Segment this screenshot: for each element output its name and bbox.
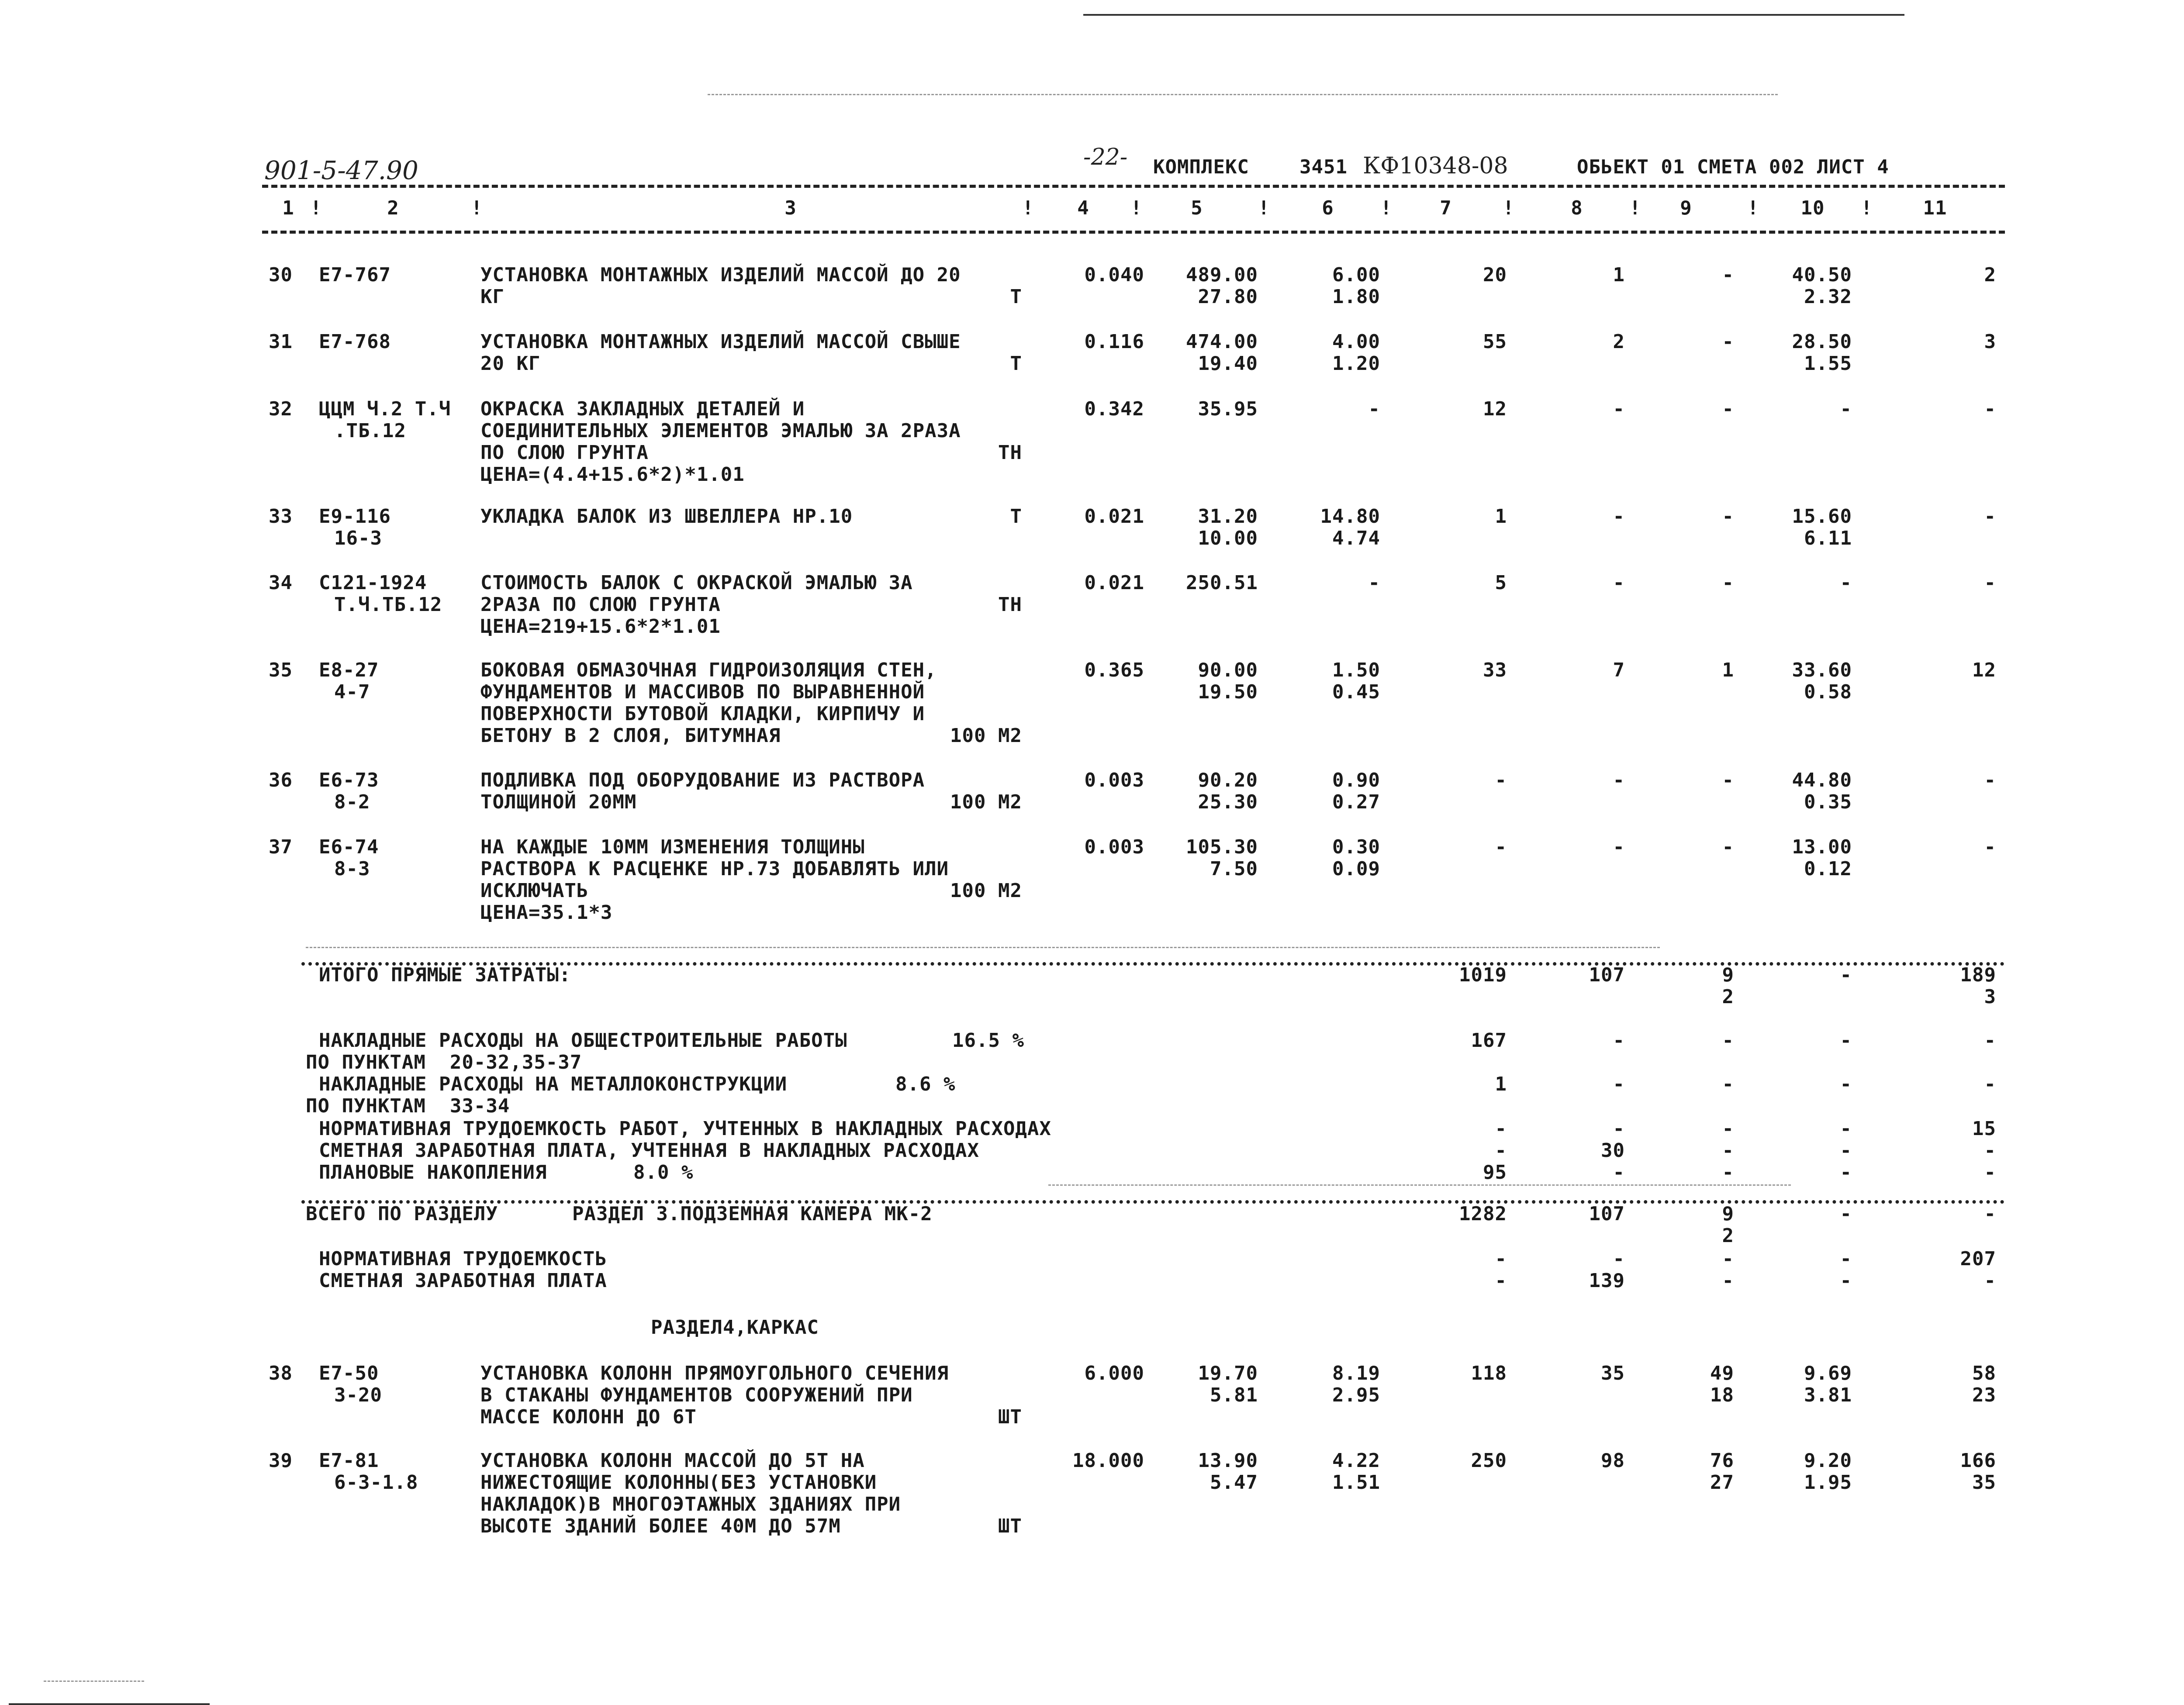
scan-line-mid1 (306, 947, 1660, 948)
col10-value: 1.95 (1804, 1471, 1852, 1494)
row-number: 35 (269, 659, 293, 681)
col5-value: 19.70 (1198, 1362, 1258, 1384)
row-code: Е8-27 (319, 659, 379, 681)
col9-value: - (1722, 264, 1734, 286)
col9-value: - (1722, 398, 1734, 420)
row-unit: ТН (998, 442, 1022, 464)
nakl1-col8: - (1613, 1029, 1625, 1052)
col-number: 7 (1440, 197, 1452, 219)
nakl2-label: НАКЛАДНЫЕ РАСХОДЫ НА МЕТАЛЛОКОНСТРУКЦИИ (319, 1073, 788, 1095)
col-separator: ! (471, 197, 483, 219)
col-number: 5 (1191, 197, 1203, 219)
row-code: Е7-768 (319, 331, 391, 353)
col5-value: 19.40 (1198, 352, 1258, 375)
col10-value: 0.35 (1804, 791, 1852, 813)
row-number: 34 (269, 572, 293, 594)
col10-value: 0.58 (1804, 681, 1852, 703)
norm-col9: - (1722, 1118, 1734, 1140)
col-separator: ! (1747, 197, 1759, 219)
row-description: 2РАЗА ПО СЛОЮ ГРУНТА (480, 594, 721, 616)
scan-line-top (708, 94, 1778, 95)
col8-value: - (1613, 505, 1625, 528)
col5-value: 35.95 (1198, 398, 1258, 420)
vnorm-col11: 207 (1960, 1248, 1996, 1270)
vzarp-label: СМЕТНАЯ ЗАРАБОТНАЯ ПЛАТА (319, 1270, 607, 1292)
row-number: 31 (269, 331, 293, 353)
row-description: НИЖЕСТОЯЩИЕ КОЛОННЫ(БЕЗ УСТАНОВКИ (480, 1471, 877, 1494)
row-code: Е6-74 (319, 836, 379, 858)
row-code: 6-3-1.8 (334, 1471, 418, 1494)
nakl1-col11: - (1984, 1029, 1996, 1052)
zarp-col11: - (1984, 1139, 1996, 1162)
header-rule-top (262, 185, 2005, 188)
row-code: Е7-767 (319, 264, 391, 286)
col8-value: 2 (1613, 331, 1625, 353)
col5-value: 90.00 (1198, 659, 1258, 681)
row-description: 20 КГ (480, 352, 541, 375)
row-code: Е7-50 (319, 1362, 379, 1384)
vnorm-col10: - (1840, 1248, 1852, 1270)
col6-value: 0.90 (1332, 769, 1380, 791)
col7-value: 118 (1471, 1362, 1507, 1384)
row-description: УСТАНОВКА КОЛОНН МАССОЙ ДО 5Т НА (480, 1450, 865, 1472)
col5-value: 31.20 (1198, 505, 1258, 528)
row-unit: 100 М2 (950, 791, 1022, 813)
vnorm-label: НОРМАТИВНАЯ ТРУДОЕМКОСТЬ (319, 1248, 607, 1270)
row-unit: ТН (998, 594, 1022, 616)
col11-value: - (1984, 505, 1996, 528)
col10-value: 40.50 (1792, 264, 1852, 286)
col-separator: ! (1629, 197, 1641, 219)
row-code: Е6-73 (319, 769, 379, 791)
col11-value: 23 (1972, 1384, 1996, 1406)
col10-value: 2.32 (1804, 286, 1852, 308)
col5-value: 13.90 (1198, 1450, 1258, 1472)
row-description: УСТАНОВКА МОНТАЖНЫХ ИЗДЕЛИЙ МАССОЙ СВЫШЕ (480, 331, 961, 353)
row-code: Е9-116 (319, 505, 391, 528)
col9-value: 27 (1710, 1471, 1734, 1494)
page-number: -22- (1083, 144, 1128, 170)
col7-value: 5 (1495, 572, 1507, 594)
col10-value: 3.81 (1804, 1384, 1852, 1406)
col11-value: 12 (1972, 659, 1996, 681)
vsego-col9: 9 (1722, 1203, 1734, 1225)
nakl1-col9: - (1722, 1029, 1734, 1052)
row-description: КГ (480, 286, 505, 308)
col5-value: 250.51 (1186, 572, 1258, 594)
col11-value: - (1984, 836, 1996, 858)
row-code: ЦЦМ Ч.2 Т.Ч (319, 398, 451, 420)
col4-value: 0.021 (1084, 572, 1144, 594)
col4-value: 0.342 (1084, 398, 1144, 420)
row-description: УСТАНОВКА КОЛОНН ПРЯМОУГОЛЬНОГО СЕЧЕНИЯ (480, 1362, 949, 1384)
col10-value: - (1840, 572, 1852, 594)
zarp-col9: - (1722, 1139, 1734, 1162)
plan-col9: - (1722, 1161, 1734, 1184)
plan-col11: - (1984, 1161, 1996, 1184)
section4-title: РАЗДЕЛ4,КАРКАС (651, 1316, 819, 1339)
col11-value: - (1984, 398, 1996, 420)
col6-value: 1.20 (1332, 352, 1380, 375)
norm-label: НОРМАТИВНАЯ ТРУДОЕМКОСТЬ РАБОТ, УЧТЕННЫХ В НАКЛАДНЫХ РАСХОДАХ (319, 1118, 1051, 1140)
zarp-col7: - (1495, 1139, 1507, 1162)
col8-value: 7 (1613, 659, 1625, 681)
complex-code: 3451 (1299, 156, 1348, 178)
col6-value: 1.80 (1332, 286, 1380, 308)
col-number: 6 (1322, 197, 1334, 219)
row-number: 36 (269, 769, 293, 791)
row-description: СОЕДИНИТЕЛЬНЫХ ЭЛЕМЕНТОВ ЭМАЛЬЮ ЗА 2РАЗА (480, 420, 961, 442)
bottom-fragment (44, 1681, 144, 1682)
nakl2-points: ПО ПУНКТАМ 33-34 (306, 1095, 510, 1117)
col8-value: - (1613, 398, 1625, 420)
col10-value: 15.60 (1792, 505, 1852, 528)
row-description: РАСТВОРА К РАСЦЕНКЕ НР.73 ДОБАВЛЯТЬ ИЛИ (480, 858, 949, 880)
vsego-col11: - (1984, 1203, 1996, 1225)
col5-value: 7.50 (1210, 858, 1258, 880)
itogo-label: ИТОГО ПРЯМЫЕ ЗАТРАТЫ: (319, 964, 571, 986)
col7-value: - (1495, 836, 1507, 858)
col10-value: 13.00 (1792, 836, 1852, 858)
doc-code: 901-5-47.90 (264, 155, 418, 185)
col5-value: 474.00 (1186, 331, 1258, 353)
vsego-col9-sub: 2 (1722, 1225, 1734, 1247)
nakl2-col7: 1 (1495, 1073, 1507, 1095)
col-separator: ! (1503, 197, 1515, 219)
row-description: НА КАЖДЫЕ 10ММ ИЗМЕНЕНИЯ ТОЛЩИНЫ (480, 836, 865, 858)
col-number: 11 (1923, 197, 1947, 219)
col5-value: 19.50 (1198, 681, 1258, 703)
col6-value: - (1368, 572, 1380, 594)
row-unit: ШТ (998, 1515, 1022, 1537)
vsego-col10: - (1840, 1203, 1852, 1225)
nakl1-pct: 16.5 % (952, 1029, 1024, 1052)
col4-value: 6.000 (1084, 1362, 1144, 1384)
top-rule (1083, 14, 1904, 16)
itogo-col7: 1019 (1459, 964, 1507, 986)
row-number: 37 (269, 836, 293, 858)
col8-value: 1 (1613, 264, 1625, 286)
col10-value: 44.80 (1792, 769, 1852, 791)
col8-value: - (1613, 572, 1625, 594)
col6-value: 14.80 (1320, 505, 1380, 528)
col8-value: 35 (1601, 1362, 1625, 1384)
col10-value: 33.60 (1792, 659, 1852, 681)
col11-value: 35 (1972, 1471, 1996, 1494)
nakl1-points: ПО ПУНКТАМ 20-32,35-37 (306, 1051, 582, 1073)
row-number: 32 (269, 398, 293, 420)
vzarp-col10: - (1840, 1270, 1852, 1292)
col5-value: 5.81 (1210, 1384, 1258, 1406)
col6-value: - (1368, 398, 1380, 420)
col7-value: 55 (1483, 331, 1507, 353)
norm-col7: - (1495, 1118, 1507, 1140)
col4-value: 0.003 (1084, 836, 1144, 858)
row-description: ФУНДАМЕНТОВ И МАССИВОВ ПО ВЫРАВНЕННОЙ (480, 681, 925, 703)
row-description: ВЫСОТЕ ЗДАНИЙ БОЛЕЕ 40М ДО 57М (480, 1515, 841, 1537)
col6-value: 2.95 (1332, 1384, 1380, 1406)
nakl2-col8: - (1613, 1073, 1625, 1095)
row-code: Т.Ч.ТБ.12 (334, 594, 442, 616)
row-unit: Т (1010, 286, 1022, 308)
col4-value: 0.003 (1084, 769, 1144, 791)
vnorm-col7: - (1495, 1248, 1507, 1270)
col-separator: ! (1258, 197, 1270, 219)
col7-value: 1 (1495, 505, 1507, 528)
row-unit: 100 М2 (950, 725, 1022, 747)
vnorm-col8: - (1613, 1248, 1625, 1270)
col4-value: 18.000 (1072, 1450, 1144, 1472)
nakl2-col9: - (1722, 1073, 1734, 1095)
nakl1-col10: - (1840, 1029, 1852, 1052)
plan-col8: - (1613, 1161, 1625, 1184)
row-number: 38 (269, 1362, 293, 1384)
col9-value: 1 (1722, 659, 1734, 681)
row-code: Е7-81 (319, 1450, 379, 1472)
col6-value: 0.27 (1332, 791, 1380, 813)
col4-value: 0.116 (1084, 331, 1144, 353)
col10-value: 6.11 (1804, 527, 1852, 549)
col-number: 3 (784, 197, 797, 219)
plan-label: ПЛАНОВЫЕ НАКОПЛЕНИЯ (319, 1161, 547, 1184)
col-separator: ! (1380, 197, 1393, 219)
row-description: ИСКЛЮЧАТЬ (480, 880, 589, 902)
col-separator: ! (1022, 197, 1034, 219)
row-unit: 100 М2 (950, 880, 1022, 902)
col-number: 1 (282, 197, 294, 219)
col9-value: - (1722, 505, 1734, 528)
vzarp-col7: - (1495, 1270, 1507, 1292)
col9-value: - (1722, 836, 1734, 858)
col10-value: 1.55 (1804, 352, 1852, 375)
vnorm-col9: - (1722, 1248, 1734, 1270)
col10-value: 9.20 (1804, 1450, 1852, 1472)
vzarp-col9: - (1722, 1270, 1734, 1292)
col-number: 2 (387, 197, 399, 219)
col11-value: - (1984, 769, 1996, 791)
vzarp-col8: 139 (1589, 1270, 1625, 1292)
col6-value: 4.74 (1332, 527, 1380, 549)
col11-value: - (1984, 572, 1996, 594)
zarp-label: СМЕТНАЯ ЗАРАБОТНАЯ ПЛАТА, УЧТЕННАЯ В НАКЛАДНЫХ РАСХОДАХ (319, 1139, 979, 1162)
row-description: ПОДЛИВКА ПОД ОБОРУДОВАНИЕ ИЗ РАСТВОРА (480, 769, 925, 791)
row-description: ПО СЛОЮ ГРУНТА (480, 442, 649, 464)
row-description: БОКОВАЯ ОБМАЗОЧНАЯ ГИДРОИЗОЛЯЦИЯ СТЕН, (480, 659, 937, 681)
separator-vsego (301, 1200, 2005, 1204)
col9-value: 18 (1710, 1384, 1734, 1406)
bottom-rule (9, 1703, 210, 1705)
col-number: 10 (1800, 197, 1825, 219)
zarp-col10: - (1840, 1139, 1852, 1162)
nakl2-pct: 8.6 % (895, 1073, 956, 1095)
row-description: ОКРАСКА ЗАКЛАДНЫХ ДЕТАЛЕЙ И (480, 398, 805, 420)
row-description: УСТАНОВКА МОНТАЖНЫХ ИЗДЕЛИЙ МАССОЙ ДО 20 (480, 264, 961, 286)
col10-value: - (1840, 398, 1852, 420)
col5-value: 90.20 (1198, 769, 1258, 791)
row-code: 4-7 (334, 681, 370, 703)
col10-value: 28.50 (1792, 331, 1852, 353)
row-code: 16-3 (334, 527, 382, 549)
col8-value: 98 (1601, 1450, 1625, 1472)
norm-col10: - (1840, 1118, 1852, 1140)
row-description: ТОЛЩИНОЙ 20ММ (480, 791, 637, 813)
col6-value: 1.51 (1332, 1471, 1380, 1494)
col6-value: 6.00 (1332, 264, 1380, 286)
row-code: 8-2 (334, 791, 370, 813)
col7-value: 250 (1471, 1450, 1507, 1472)
col9-value: 76 (1710, 1450, 1734, 1472)
col7-value: 20 (1483, 264, 1507, 286)
col-number: 8 (1571, 197, 1583, 219)
row-description: МАССЕ КОЛОНН ДО 6Т (480, 1406, 697, 1428)
row-code: 8-3 (334, 858, 370, 880)
col-number: 9 (1680, 197, 1692, 219)
row-description: ЦЕНА=35.1*3 (480, 901, 613, 924)
row-description: СТОИМОСТЬ БАЛОК С ОКРАСКОЙ ЭМАЛЬЮ ЗА (480, 572, 913, 594)
col7-value: 12 (1483, 398, 1507, 420)
col4-value: 0.365 (1084, 659, 1144, 681)
col8-value: - (1613, 836, 1625, 858)
col5-value: 10.00 (1198, 527, 1258, 549)
itogo-col9-sub: 2 (1722, 986, 1734, 1008)
col10-value: 0.12 (1804, 858, 1852, 880)
object-info: ОБЬЕКТ 01 СМЕТА 002 ЛИСТ 4 (1577, 156, 1889, 178)
itogo-col11: 189 (1960, 964, 1996, 986)
col4-value: 0.021 (1084, 505, 1144, 528)
row-code: С121-1924 (319, 572, 427, 594)
row-number: 33 (269, 505, 293, 528)
row-description: БЕТОНУ В 2 СЛОЯ, БИТУМНАЯ (480, 725, 781, 747)
row-description: ЦЕНА=(4.4+15.6*2)*1.01 (480, 463, 745, 486)
plan-col10: - (1840, 1161, 1852, 1184)
itogo-col11-sub: 3 (1984, 986, 1996, 1008)
nakl2-col11: - (1984, 1073, 1996, 1095)
row-description: НАКЛАДОК)В МНОГОЭТАЖНЫХ ЗДАНИЯХ ПРИ (480, 1493, 901, 1515)
col5-value: 5.47 (1210, 1471, 1258, 1494)
col4-value: 0.040 (1084, 264, 1144, 286)
norm-col11: 15 (1972, 1118, 1996, 1140)
itogo-col10: - (1840, 964, 1852, 986)
col6-value: 1.50 (1332, 659, 1380, 681)
vzarp-col11: - (1984, 1270, 1996, 1292)
col6-value: 4.22 (1332, 1450, 1380, 1472)
row-description: УКЛАДКА БАЛОК ИЗ ШВЕЛЛЕРА НР.10 (480, 505, 853, 528)
row-description: ЦЕНА=219+15.6*2*1.01 (480, 615, 721, 638)
col-separator: ! (1130, 197, 1143, 219)
col6-value: 0.45 (1332, 681, 1380, 703)
nakl2-col10: - (1840, 1073, 1852, 1095)
col11-value: 166 (1960, 1450, 1996, 1472)
col11-value: 2 (1984, 264, 1996, 286)
col6-value: 8.19 (1332, 1362, 1380, 1384)
col5-value: 25.30 (1198, 791, 1258, 813)
row-number: 30 (269, 264, 293, 286)
col5-value: 489.00 (1186, 264, 1258, 286)
vsego-section: РАЗДЕЛ 3.ПОДЗЕМНАЯ КАМЕРА МК-2 (572, 1203, 933, 1225)
scan-line-mid2 (1048, 1184, 1791, 1186)
col7-value: - (1495, 769, 1507, 791)
row-description: ПОВЕРХНОСТИ БУТОВОЙ КЛАДКИ, КИРПИЧУ И (480, 703, 925, 725)
row-code: .ТБ.12 (334, 420, 406, 442)
norm-col8: - (1613, 1118, 1625, 1140)
vsego-col7: 1282 (1459, 1203, 1507, 1225)
row-unit: Т (1010, 505, 1022, 528)
col-number: 4 (1077, 197, 1089, 219)
nakl1-col7: 167 (1471, 1029, 1507, 1052)
nakl1-label: НАКЛАДНЫЕ РАСХОДЫ НА ОБЩЕСТРОИТЕЛЬНЫЕ РАБОТЫ (319, 1029, 847, 1052)
col9-value: - (1722, 331, 1734, 353)
plan-col7: 95 (1483, 1161, 1507, 1184)
col9-value: - (1722, 769, 1734, 791)
col6-value: 0.30 (1332, 836, 1380, 858)
plan-pct: 8.0 % (633, 1161, 694, 1184)
col5-value: 105.30 (1186, 836, 1258, 858)
row-unit: Т (1010, 352, 1022, 375)
row-unit: ШТ (998, 1406, 1022, 1428)
col10-value: 9.69 (1804, 1362, 1852, 1384)
col8-value: - (1613, 769, 1625, 791)
col7-value: 33 (1483, 659, 1507, 681)
row-description: В СТАКАНЫ ФУНДАМЕНТОВ СООРУЖЕНИЙ ПРИ (480, 1384, 913, 1406)
header-rule-bottom (262, 231, 2005, 234)
complex-label: КОМПЛЕКС (1153, 156, 1249, 178)
row-code: 3-20 (334, 1384, 382, 1406)
col6-value: 0.09 (1332, 858, 1380, 880)
col-separator: ! (310, 197, 322, 219)
col-separator: ! (1861, 197, 1873, 219)
zarp-col8: 30 (1601, 1139, 1625, 1162)
vsego-label: ВСЕГО ПО РАЗДЕЛУ (306, 1203, 498, 1225)
itogo-col9: 9 (1722, 964, 1734, 986)
col6-value: 4.00 (1332, 331, 1380, 353)
itogo-col8: 107 (1589, 964, 1625, 986)
col11-value: 3 (1984, 331, 1996, 353)
vsego-col8: 107 (1589, 1203, 1625, 1225)
row-number: 39 (269, 1450, 293, 1472)
complex-suffix: КФ10348-08 (1363, 153, 1508, 179)
col9-value: - (1722, 572, 1734, 594)
col9-value: 49 (1710, 1362, 1734, 1384)
col11-value: 58 (1972, 1362, 1996, 1384)
col5-value: 27.80 (1198, 286, 1258, 308)
